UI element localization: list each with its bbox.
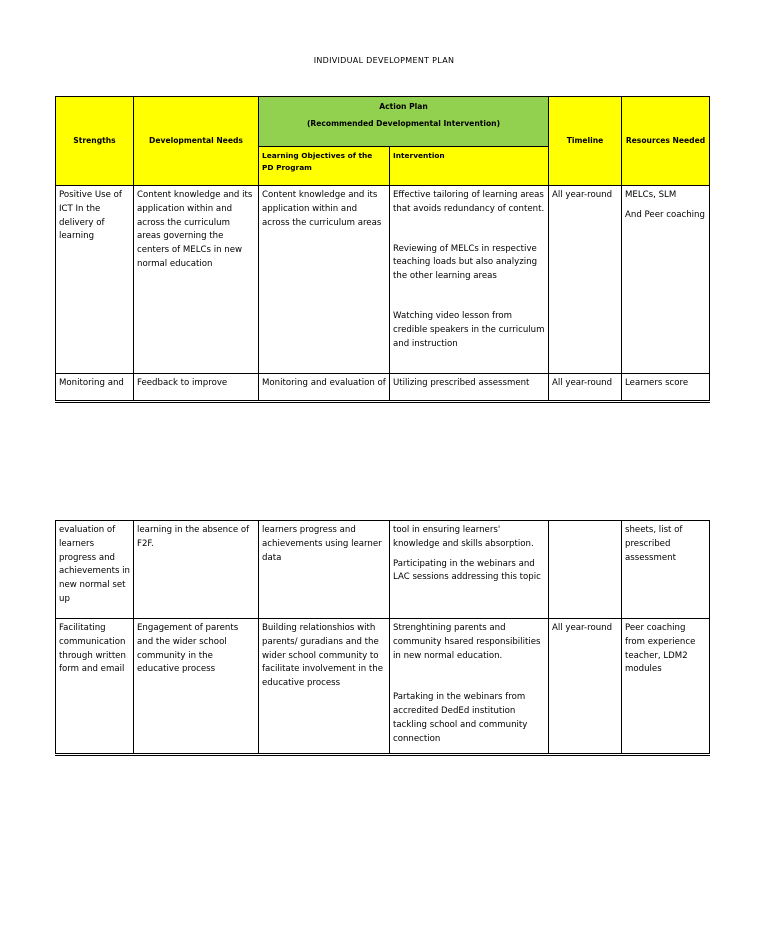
intervention-item: tool in ensuring learners' knowledge and skills absorption.: [393, 525, 534, 549]
cell-strength: Facilitating communication through written form and email: [56, 619, 134, 755]
development-plan-table-bottom: [55, 520, 710, 756]
cell-learning-objective: Monitoring and evaluation of: [259, 374, 390, 402]
header-resources-needed: Resources Needed: [622, 97, 710, 186]
intervention-item: Watching video lesson from credible speakers in the curriculum and instruction: [393, 310, 545, 349]
cell-learning-objective: Building relationshios with parents/ guradians and the wider school community to facilitate involvement in the educative process: [259, 619, 390, 755]
cell-timeline: All year-round: [549, 186, 622, 374]
header-intervention: Intervention: [390, 147, 549, 186]
cell-timeline: [549, 521, 622, 619]
cell-intervention: [390, 619, 549, 755]
cell-strength: Positive Use of ICT In the delivery of learning: [56, 186, 134, 374]
header-action-plan: [259, 97, 549, 147]
cell-learning-objective: learners progress and achievements using learner data: [259, 521, 390, 619]
cell-developmental-need: Content knowledge and its application within and across the curriculum areas governing the centers of MELCs in new normal education: [134, 186, 259, 374]
cell-intervention: [390, 521, 549, 619]
cell-strength: evaluation of learners progress and achievements in new normal set up: [56, 521, 134, 619]
intervention-item: Reviewing of MELCs in respective teaching loads but also analyzing the other learning areas: [393, 243, 538, 282]
cell-resources: [622, 186, 710, 374]
header-timeline: Timeline: [549, 97, 622, 186]
cell-timeline: All year-round: [549, 374, 622, 402]
cell-resources: Learners score: [622, 374, 710, 402]
action-plan-subtitle: (Recommended Developmental Intervention): [306, 119, 501, 128]
resource-item: MELCs, SLM: [625, 190, 677, 200]
cell-developmental-need: Feedback to improve: [134, 374, 259, 402]
intervention-item: Effective tailoring of learning areas that avoids redundancy of content.: [393, 190, 545, 214]
page-title: INDIVIDUAL DEVELOPMENT PLAN: [313, 56, 455, 65]
cell-intervention: [390, 186, 549, 374]
development-plan-table-top: [55, 96, 710, 403]
intervention-item: Participating in the webinars and LAC sessions addressing this topic: [393, 558, 541, 583]
header-learning-objectives: Learning Objectives of the PD Program: [259, 147, 390, 186]
header-developmental-needs: Developmental Needs: [134, 97, 259, 186]
cell-developmental-need: Engagement of parents and the wider school community in the educative process: [134, 619, 259, 755]
resource-item: And Peer coaching: [625, 209, 705, 220]
intervention-item: Strenghtining parents and community hsared responsibilities in new normal education.: [393, 623, 541, 661]
cell-resources: Peer coaching from experience teacher, LDM2 modules: [622, 619, 710, 755]
action-plan-title: Action Plan: [379, 102, 428, 111]
cell-resources: sheets, list of prescribed assessment: [622, 521, 710, 619]
cell-learning-objective: Content knowledge and its application within and across the curriculum areas: [259, 186, 390, 374]
header-strengths: Strengths: [56, 97, 134, 186]
cell-developmental-need: learning in the absence of F2F.: [134, 521, 259, 619]
intervention-item: Partaking in the webinars from accredited DedEd institution tackling school and community connection: [393, 692, 528, 744]
cell-strength: Monitoring and: [56, 374, 134, 402]
cell-intervention: Utilizing prescribed assessment: [390, 374, 549, 402]
cell-timeline: All year-round: [549, 619, 622, 755]
